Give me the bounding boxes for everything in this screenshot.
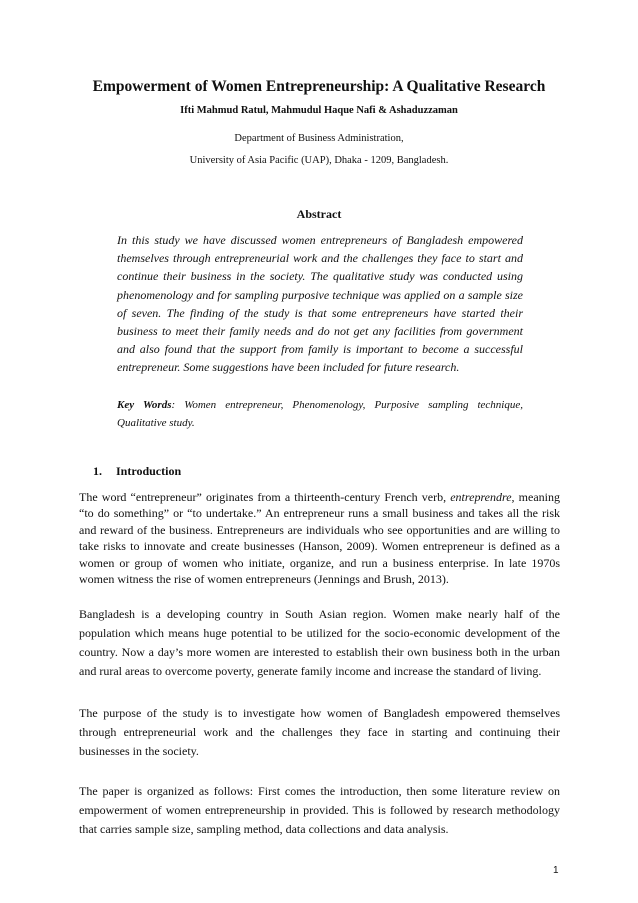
keywords-list: : Women entrepreneur, Phenomenology, Purposive sampling technique, Qualitative study.: [117, 399, 523, 429]
intro-paragraph-1-text-a: The word “entrepreneur” originates from a thirteenth-century French verb,: [79, 490, 451, 504]
intro-paragraph-3: The purpose of the study is to investigate how women of Bangladesh empowered themselves through entrepreneurial work and the challenges they face in starting and continuing their businesses in the society.: [79, 706, 560, 758]
affiliation-university: University of Asia Pacific (UAP), Dhaka - 1209, Bangladesh.: [189, 155, 449, 166]
intro-paragraph-2: Bangladesh is a developing country in South Asian region. Women make nearly half of the population which means huge potential to be utilized for the socio-economic development of the country. Now a day’s more women are interested to establish their own business both in the urban and rural areas to overcome poverty, generate family income and increase the standard of living.: [79, 607, 560, 678]
abstract-body: In this study we have discussed women entrepreneurs of Bangladesh empowered themselves through entrepreneurial work and the challenges they face to start and continue their business in the society. The qualitative study was conducted using phenomenology and for sampling purposive technique was applied on a sample size of seven. The finding of the study is that some entrepreneurs have started their business to meet their family needs and do not get any facilities from government and also found that the support from family is important to become a successful entrepreneur. Some suggestions have been included for future research.: [117, 233, 523, 375]
section-heading-introduction: [93, 464, 181, 479]
section-title: Introduction: [116, 464, 182, 478]
affiliation-department: Department of Business Administration,: [234, 133, 404, 144]
intro-paragraph-1-text-b: meaning “to do something” or “to undertake.” An entrepreneur runs a small business and takes all the risk and reward of the business. Entrepreneurs are individuals who see opportunities and are willing to take risks to innovate and create businesses (Hanson, 2009). Women entrepreneur is defined as a women or group of women who initiate, organize, and run a business enterprise. In late 1970s women witness the rise of women entrepreneurs (Jennings and Brush, 2013).: [79, 490, 560, 587]
keywords: [117, 396, 523, 432]
abstract-heading: Abstract: [296, 207, 342, 221]
paper-title: Empowerment of Women Entrepreneurship: A Qualitative Research: [92, 78, 546, 95]
section-number: 1.: [93, 464, 102, 478]
page-number: 1: [553, 865, 559, 876]
keywords-label: Key Words: [117, 399, 172, 411]
intro-paragraph-1: [79, 489, 560, 587]
french-term: entreprendre,: [450, 490, 515, 504]
intro-paragraph-4: The paper is organized as follows: First comes the introduction, then some literature review on empowerment of women entrepreneurship in provided. This is followed by research methodology that carries sample size, sampling method, data collections and data analysis.: [79, 784, 560, 836]
author-list: Ifti Mahmud Ratul, Mahmudul Haque Nafi & Ashaduzzaman: [180, 105, 458, 116]
